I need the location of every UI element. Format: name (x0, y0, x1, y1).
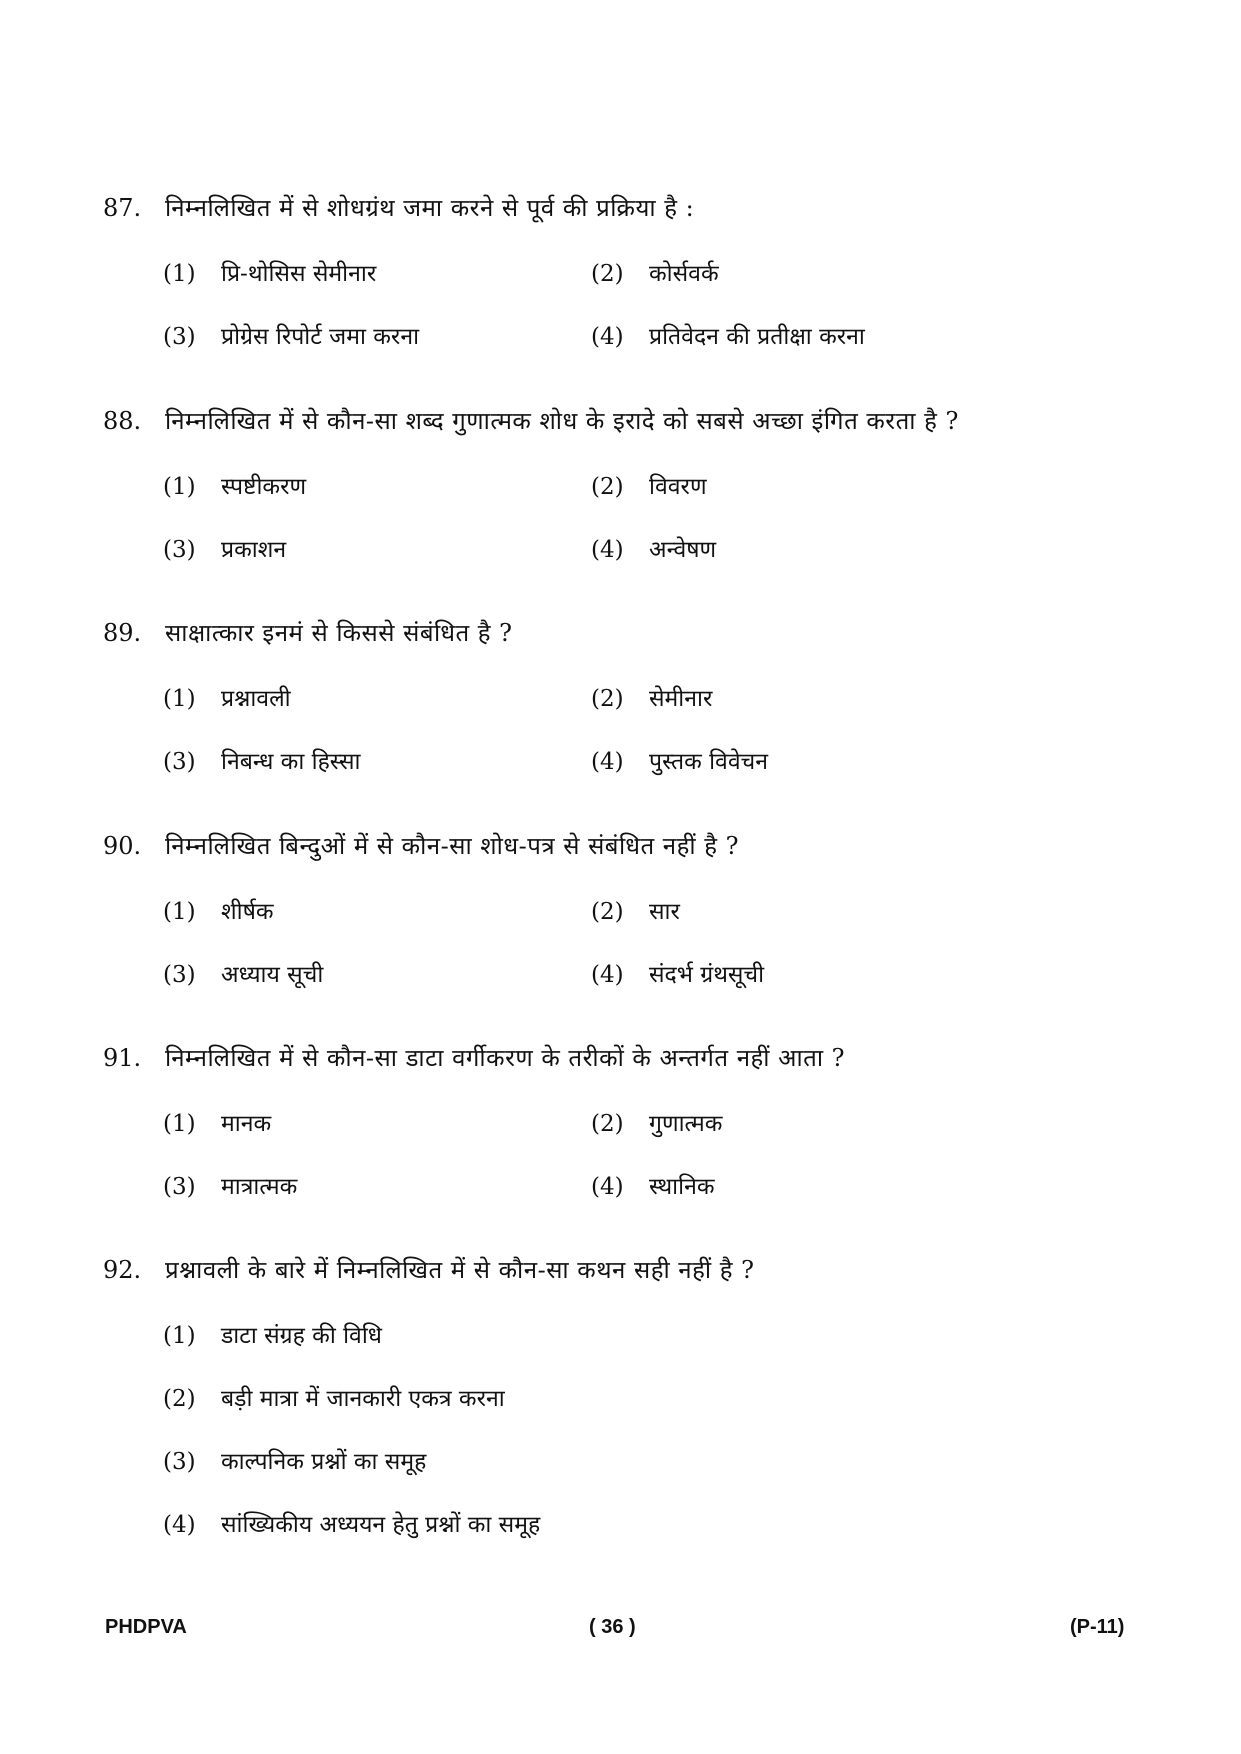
option-number: (3) (163, 962, 196, 988)
option-number: (3) (163, 749, 196, 775)
option-text: पुस्तक विवेचन (649, 749, 768, 775)
option-text: सांख्यिकीय अध्ययन हेतु प्रश्नों का समूह (221, 1512, 541, 1538)
option-number: (4) (591, 324, 624, 350)
option-number: (4) (591, 962, 624, 988)
question-number: 89. (103, 619, 142, 647)
option-text: काल्पनिक प्रश्नों का समूह (221, 1449, 427, 1475)
footer-page-number: ( 36 ) (589, 1616, 636, 1638)
option-number: (3) (163, 537, 196, 563)
option-text: कोर्सवर्क (649, 261, 719, 287)
option-number: (1) (163, 899, 196, 925)
question-number: 91. (103, 1044, 142, 1072)
option-text: डाटा संग्रह की विधि (221, 1323, 382, 1349)
option-text: स्थानिक (649, 1174, 715, 1200)
option-number: (2) (591, 899, 624, 925)
option-number: (4) (591, 749, 624, 775)
option-text: अध्याय सूची (221, 962, 324, 988)
question-text: साक्षात्कार इनमं से किससे संबंधित है ? (165, 619, 513, 647)
option-text: मानक (221, 1111, 272, 1137)
question-text: निम्नलिखित में से कौन-सा डाटा वर्गीकरण के तरीकों के अन्तर्गत नहीं आता ? (165, 1044, 846, 1072)
option-text: प्रतिवेदन की प्रतीक्षा करना (649, 324, 865, 350)
option-number: (4) (163, 1512, 196, 1538)
option-text: गुणात्मक (649, 1111, 723, 1137)
question-number: 92. (103, 1256, 142, 1284)
option-text: अन्वेषण (649, 537, 717, 563)
option-text: प्रकाशन (221, 537, 287, 563)
option-number: (4) (591, 537, 624, 563)
option-text: प्रश्नावली (221, 686, 291, 712)
question-text: प्रश्नावली के बारे में निम्नलिखित में से कौन-सा कथन सही नहीं है ? (165, 1256, 755, 1284)
question-text: निम्नलिखित बिन्दुओं में से कौन-सा शोध-पत्र से संबंधित नहीं है ? (165, 832, 739, 860)
option-text: मात्रात्मक (221, 1174, 298, 1200)
option-text: स्पष्टीकरण (221, 474, 307, 500)
question-number: 88. (103, 407, 142, 435)
option-number: (2) (163, 1386, 196, 1412)
option-number: (4) (591, 1174, 624, 1200)
footer-series-code: (P-11) (1070, 1616, 1125, 1638)
option-number: (3) (163, 324, 196, 350)
option-number: (3) (163, 1449, 196, 1475)
option-text: सार (649, 899, 680, 925)
option-text: निबन्ध का हिस्सा (221, 749, 361, 775)
option-number: (1) (163, 1323, 196, 1349)
question-number: 87. (103, 194, 142, 222)
question-text: निम्नलिखित में से कौन-सा शब्द गुणात्मक शोध के इरादे को सबसे अच्छा इंगित करता है ? (165, 407, 959, 435)
question-text: निम्नलिखित में से शोधग्रंथ जमा करने से पूर्व की प्रक्रिया है : (165, 194, 695, 222)
option-number: (1) (163, 261, 196, 287)
option-number: (2) (591, 686, 624, 712)
option-number: (1) (163, 1111, 196, 1137)
option-number: (1) (163, 686, 196, 712)
footer-paper-code: PHDPVA (105, 1616, 187, 1638)
option-text: संदर्भ ग्रंथसूची (649, 962, 765, 988)
option-text: शीर्षक (221, 899, 274, 925)
option-number: (3) (163, 1174, 196, 1200)
option-number: (2) (591, 1111, 624, 1137)
option-text: सेमीनार (649, 686, 713, 712)
option-number: (1) (163, 474, 196, 500)
question-number: 90. (103, 832, 142, 860)
option-number: (2) (591, 474, 624, 500)
option-text: बड़ी मात्रा में जानकारी एकत्र करना (221, 1386, 505, 1412)
option-text: प्रोग्रेस रिपोर्ट जमा करना (221, 324, 420, 350)
option-number: (2) (591, 261, 624, 287)
option-text: प्रि-थोसिस सेमीनार (221, 261, 377, 287)
option-text: विवरण (649, 474, 707, 500)
